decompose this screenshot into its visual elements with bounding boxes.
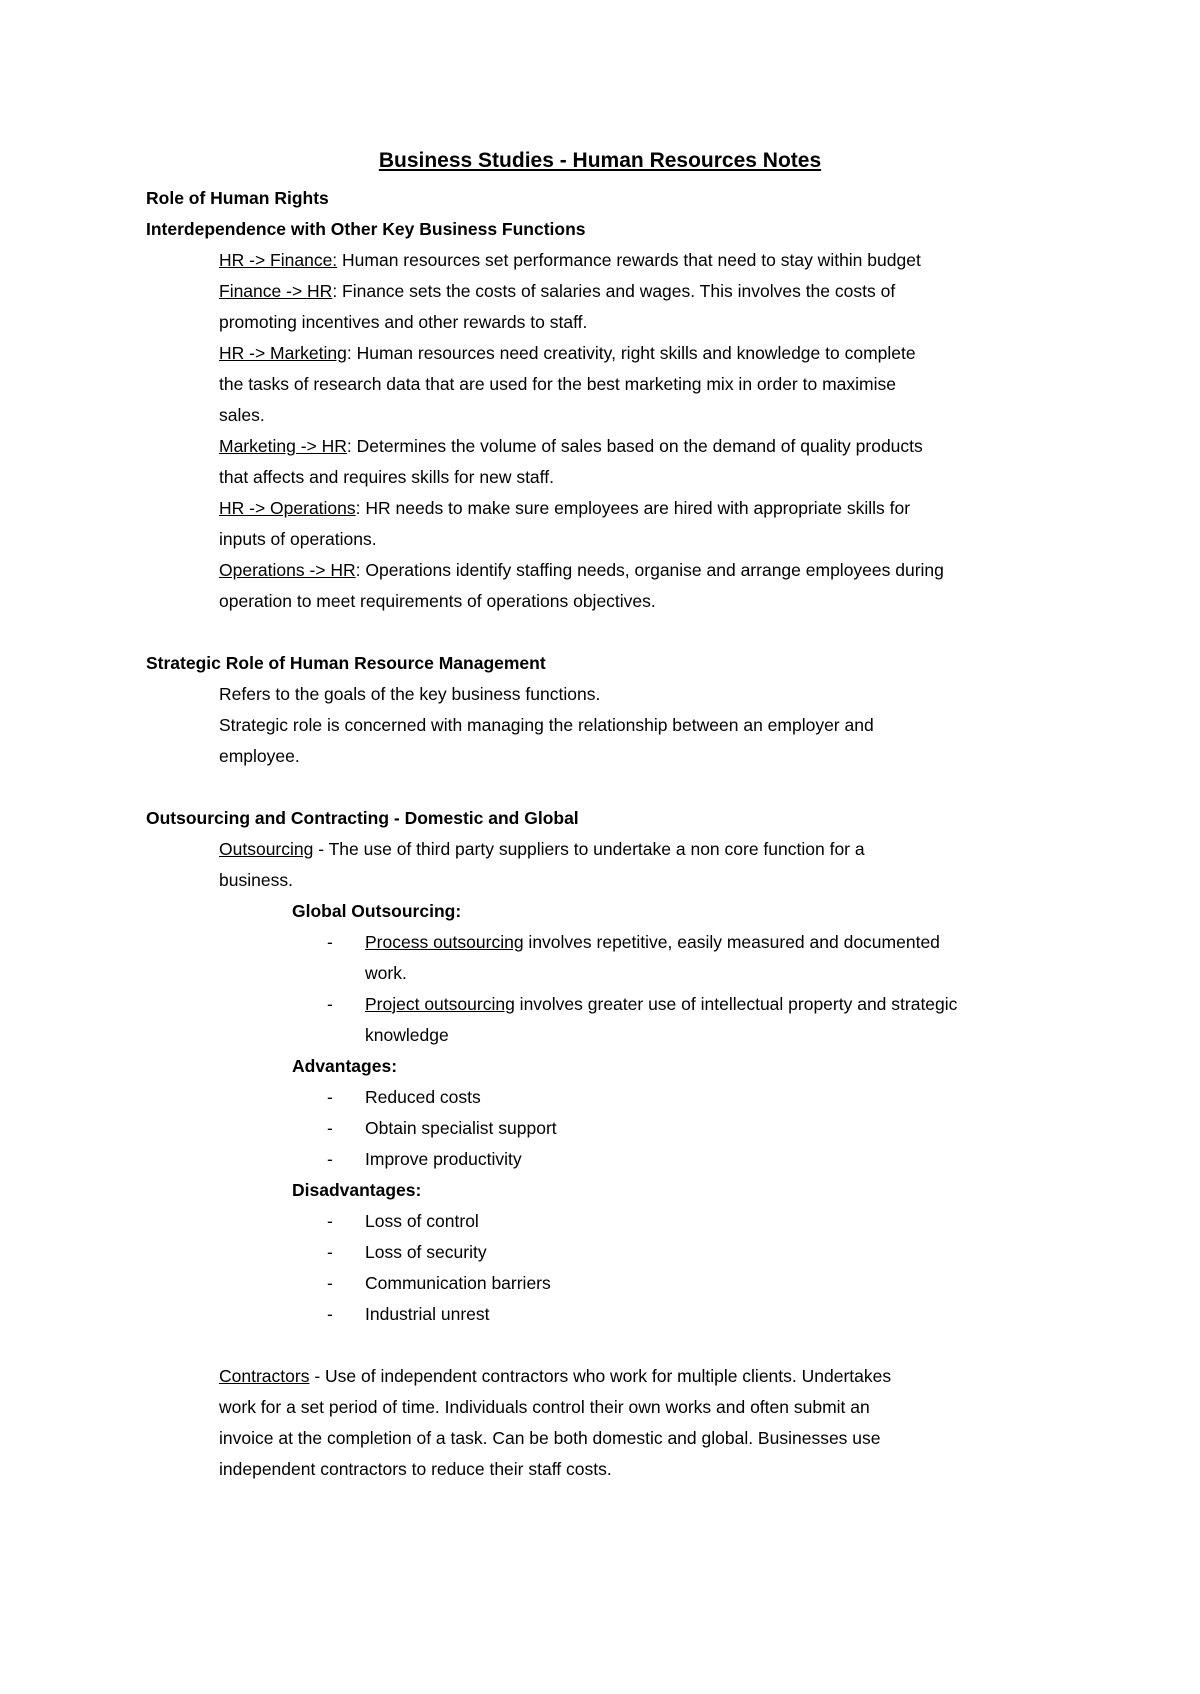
bullet-dash: - xyxy=(327,932,333,952)
marketing-hr-line-2: that affects and requires skills for new staff. xyxy=(219,467,554,487)
contractors-text: - Use of independent contractors who work for multiple clients. Undertakes xyxy=(309,1366,892,1386)
contractors-term: Contractors xyxy=(219,1366,310,1386)
operations-hr-line xyxy=(219,558,944,582)
heading-interdependence: Interdependence with Other Key Business Functions xyxy=(146,219,586,239)
heading-outsourcing: Outsourcing and Contracting - Domestic and Global xyxy=(146,808,579,828)
heading-role-of-human-rights: Role of Human Rights xyxy=(146,188,329,208)
hr-finance-term: HR -> Finance: xyxy=(219,250,338,270)
strategic-line-1: Refers to the goals of the key business functions. xyxy=(219,684,601,704)
bullet-dash: - xyxy=(327,994,333,1014)
outsourcing-text: - The use of third party suppliers to undertake a non core function for a xyxy=(313,839,865,859)
marketing-hr-text: : Determines the volume of sales based on the demand of quality products xyxy=(346,436,923,456)
project-outsourcing-term: Project outsourcing xyxy=(365,994,515,1014)
operations-hr-text: : Operations identify staffing needs, organise and arrange employees during xyxy=(355,560,944,580)
disadvantage-item: Communication barriers xyxy=(365,1273,551,1293)
process-outsourcing-line-2: work. xyxy=(365,963,407,983)
outsourcing-line xyxy=(219,837,865,861)
contractors-line-4: independent contractors to reduce their staff costs. xyxy=(219,1459,612,1479)
disadvantage-item: Industrial unrest xyxy=(365,1304,490,1324)
contractors-line-2: work for a set period of time. Individuals control their own works and often submit an xyxy=(219,1397,870,1417)
process-outsourcing-text: involves repetitive, easily measured and documented xyxy=(523,932,940,952)
operations-hr-line-2: operation to meet requirements of operations objectives. xyxy=(219,591,656,611)
project-outsourcing-text: involves greater use of intellectual property and strategic xyxy=(514,994,958,1014)
finance-hr-line xyxy=(219,279,895,303)
hr-operations-text: : HR needs to make sure employees are hired with appropriate skills for xyxy=(355,498,911,518)
outsourcing-term: Outsourcing xyxy=(219,839,314,859)
hr-finance-text: Human resources set performance rewards that need to stay within budget xyxy=(337,250,921,270)
disadvantage-item: Loss of control xyxy=(365,1211,479,1231)
hr-operations-line-2: inputs of operations. xyxy=(219,529,377,549)
advantage-item: Reduced costs xyxy=(365,1087,481,1107)
disadvantages-heading: Disadvantages: xyxy=(292,1180,422,1200)
finance-hr-term: Finance -> HR xyxy=(219,281,333,301)
bullet-dash: - xyxy=(327,1087,333,1107)
advantage-item: Improve productivity xyxy=(365,1149,522,1169)
hr-marketing-text: : Human resources need creativity, right skills and knowledge to complete xyxy=(346,343,916,363)
process-outsourcing-line xyxy=(365,930,940,954)
hr-marketing-line xyxy=(219,341,916,365)
project-outsourcing-line-2: knowledge xyxy=(365,1025,449,1045)
bullet-dash: - xyxy=(327,1304,333,1324)
finance-hr-text: : Finance sets the costs of salaries and wages. This involves the costs of xyxy=(332,281,896,301)
document-title: Business Studies - Human Resources Notes xyxy=(378,149,822,172)
hr-operations-line xyxy=(219,496,910,520)
marketing-hr-term: Marketing -> HR xyxy=(219,436,347,456)
process-outsourcing-term: Process outsourcing xyxy=(365,932,524,952)
strategic-line-3: employee. xyxy=(219,746,300,766)
hr-finance-line xyxy=(219,248,921,272)
contractors-line-3: invoice at the completion of a task. Can be both domestic and global. Businesses use xyxy=(219,1428,881,1448)
bullet-dash: - xyxy=(327,1211,333,1231)
advantages-heading: Advantages: xyxy=(292,1056,398,1076)
finance-hr-line-2: promoting incentives and other rewards to staff. xyxy=(219,312,588,332)
bullet-dash: - xyxy=(327,1118,333,1138)
outsourcing-line-2: business. xyxy=(219,870,293,890)
project-outsourcing-line xyxy=(365,992,957,1016)
contractors-line xyxy=(219,1364,891,1388)
hr-marketing-line-3: sales. xyxy=(219,405,265,425)
hr-marketing-line-2: the tasks of research data that are used for the best marketing mix in order to maximise xyxy=(219,374,896,394)
marketing-hr-line xyxy=(219,434,923,458)
global-outsourcing-heading: Global Outsourcing: xyxy=(292,901,462,921)
hr-operations-term: HR -> Operations xyxy=(219,498,356,518)
advantage-item: Obtain specialist support xyxy=(365,1118,557,1138)
disadvantage-item: Loss of security xyxy=(365,1242,487,1262)
bullet-dash: - xyxy=(327,1273,333,1293)
heading-strategic-role: Strategic Role of Human Resource Management xyxy=(146,653,546,673)
strategic-line-2: Strategic role is concerned with managing the relationship between an employer and xyxy=(219,715,874,735)
bullet-dash: - xyxy=(327,1149,333,1169)
operations-hr-term: Operations -> HR xyxy=(219,560,356,580)
hr-marketing-term: HR -> Marketing xyxy=(219,343,347,363)
bullet-dash: - xyxy=(327,1242,333,1262)
